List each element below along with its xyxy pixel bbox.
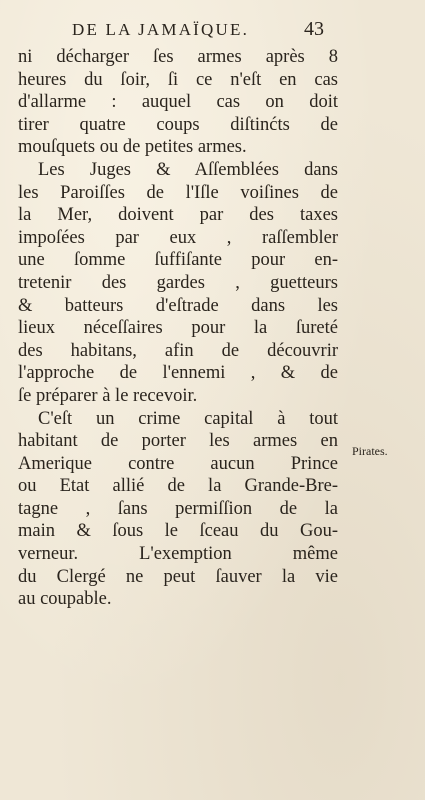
text-line: impoſées par eux , raſſembler xyxy=(18,227,338,248)
text-line: la Mer, doivent par des taxes xyxy=(18,205,338,226)
text-line: heures du ſoir, ſi ce n'eſt en cas xyxy=(18,69,338,90)
margin-note: Pirates. xyxy=(352,444,388,458)
text-line: du Clergé ne peut ſauver la vie xyxy=(18,566,338,587)
text-line: ou Etat allié de la Grande-Bre- xyxy=(18,476,338,497)
body-text xyxy=(18,46,338,611)
text-line: l'approche de l'ennemi , & de xyxy=(18,363,338,384)
page-number: 43 xyxy=(304,18,324,40)
text-line: verneur. L'exemption même xyxy=(18,544,338,565)
text-line: main & ſous le ſceau du Gou- xyxy=(18,521,338,542)
text-line: habitant de porter les armes en xyxy=(18,431,338,452)
text-line: tagne , ſans permiſſion de la xyxy=(18,498,338,519)
text-line: lieux néceſſaires pour la ſureté xyxy=(18,318,338,339)
text-line: une ſomme ſuffiſante pour en- xyxy=(18,250,338,271)
text-line: ni décharger ſes armes après 8 xyxy=(18,47,338,67)
text-line: ſe préparer à le recevoir. xyxy=(18,385,198,406)
page-header xyxy=(72,20,322,40)
running-head: DE LA JAMAÏQUE. xyxy=(72,20,250,39)
text-line: tirer quatre coups diſtinćts de xyxy=(18,114,338,135)
text-line: les Paroiſſes de l'Iſle voiſines de xyxy=(18,182,338,203)
text-line: Amerique contre aucun Prince xyxy=(18,453,338,474)
paragraph-start-line: Les Juges & Aſſemblées dans xyxy=(38,159,338,180)
text-line: d'allarme : auquel cas on doit xyxy=(18,92,338,113)
text-line: mouſquets ou de petites armes. xyxy=(18,137,247,158)
text-line: des habitans, afin de découvrir xyxy=(18,340,338,361)
text-line: au coupable. xyxy=(18,589,112,610)
text-line: tretenir des gardes , guetteurs xyxy=(18,272,338,293)
paragraph-start-line: C'eſt un crime capital à tout xyxy=(38,408,338,429)
text-line: & batteurs d'eſtrade dans les xyxy=(18,295,338,316)
